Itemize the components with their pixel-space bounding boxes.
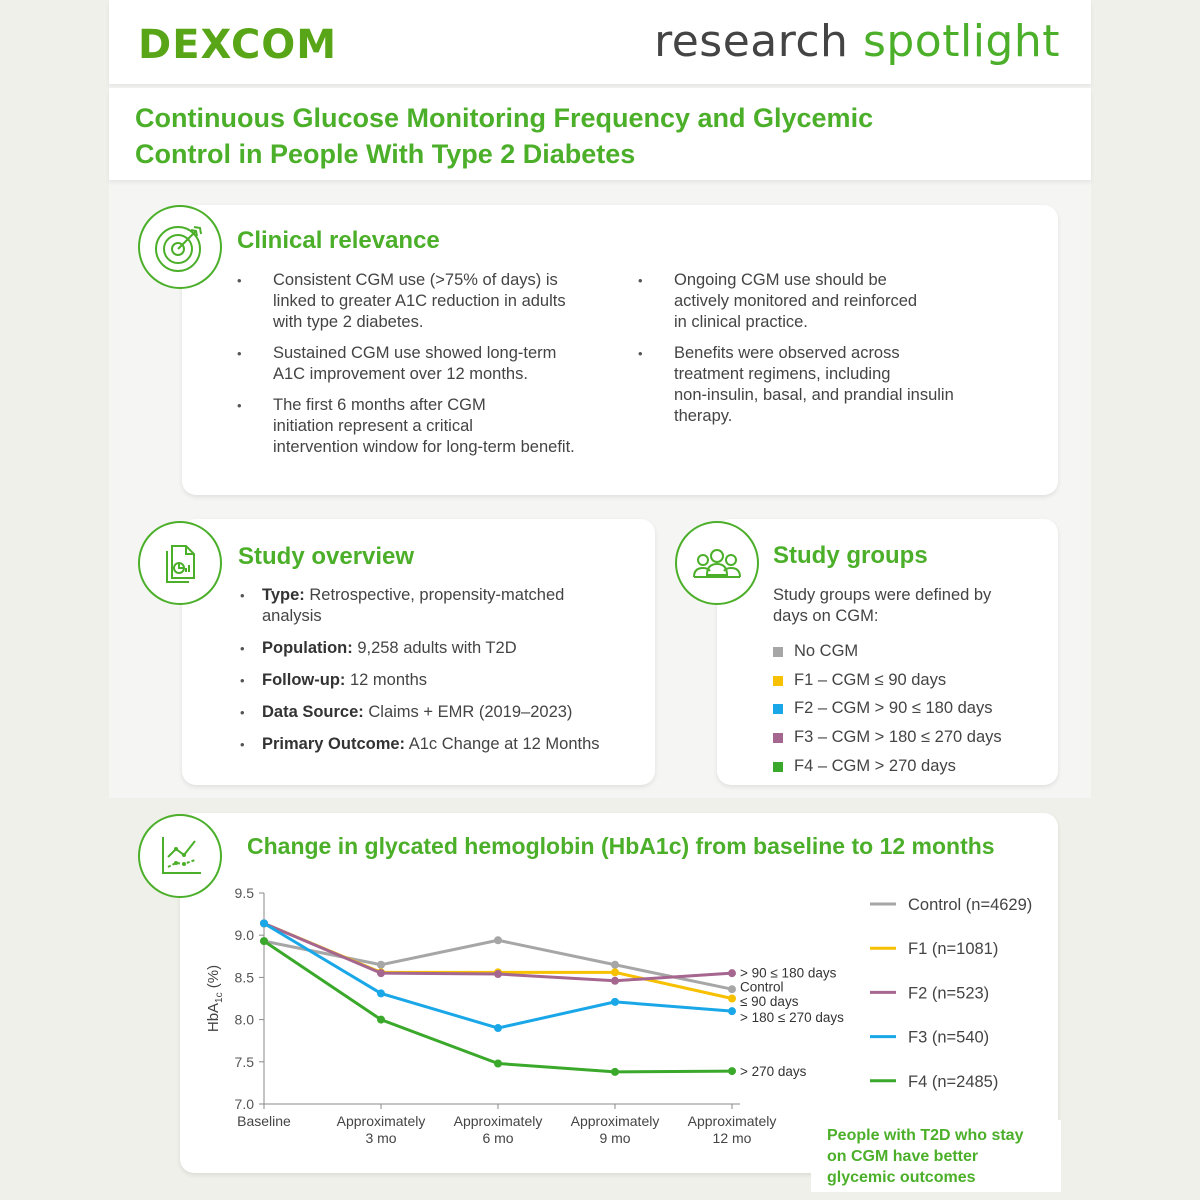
y-tick-label: 9.0 — [234, 927, 254, 944]
x-tick-label: Approximately — [453, 1113, 543, 1129]
group-label: F3 – CGM > 180 ≤ 270 days — [794, 728, 1002, 747]
x-tick-label: Baseline — [237, 1113, 291, 1129]
y-tick-label: 8.0 — [234, 1011, 254, 1028]
overview-value: Claims + EMR (2019–2023) — [363, 703, 573, 721]
group-color-swatch — [773, 676, 783, 686]
title-bar — [109, 88, 1091, 180]
x-tick-label: 3 mo — [365, 1130, 397, 1146]
group-color-swatch — [773, 762, 783, 772]
callout-box — [811, 1120, 1061, 1192]
page-title: Continuous Glucose Monitoring Frequency and Glycemic Control in People With Type 2 Diabetes — [135, 103, 874, 169]
study-groups-list — [773, 637, 1002, 781]
legend-label: Control (n=4629) — [908, 896, 1033, 914]
list-item — [238, 638, 638, 659]
study-groups-heading: Study groups — [773, 542, 928, 569]
end-annotation: > 270 days — [740, 1064, 807, 1080]
study-overview-list — [238, 585, 638, 766]
list-item — [238, 734, 638, 755]
overview-value: 9,258 adults with T2D — [352, 639, 517, 657]
x-tick-label: Approximately — [570, 1113, 660, 1129]
y-axis-label-main: HbA — [205, 1002, 222, 1033]
y-tick-label: 7.5 — [234, 1053, 254, 1070]
clinical-right-list — [638, 270, 1038, 437]
spotlight-word-research: research — [654, 16, 849, 67]
group-label: F4 – CGM > 270 days — [794, 757, 956, 776]
end-annotation: > 180 ≤ 270 days — [740, 1010, 844, 1026]
list-item — [238, 670, 638, 691]
chart-title: Change in glycated hemoglobin (HbA1c) from baseline to 12 months — [247, 833, 995, 859]
x-tick-label: Approximately — [687, 1113, 777, 1129]
y-tick-label: 9.5 — [234, 885, 254, 901]
legend-label: F4 (n=2485) — [908, 1072, 999, 1091]
target-icon — [138, 205, 222, 289]
document-chart-icon — [138, 521, 222, 605]
overview-value: Retrospective, propensity-matched analysis — [262, 586, 565, 625]
list-item — [238, 702, 638, 723]
list-item: • Benefits were observed across treatment regimens, including non-insulin, basal, and prandial insulin therapy. — [638, 343, 1038, 427]
y-axis-label-subscript: 1c — [214, 992, 225, 1003]
dexcom-logo: DEXCOM — [138, 22, 338, 68]
clinical-relevance-heading: Clinical relevance — [237, 227, 440, 254]
list-item: • Sustained CGM use showed long-term A1C improvement over 12 months. — [237, 343, 617, 385]
list-item: • The first 6 months after CGM initiation represent a critical intervention window for long-term benefit. — [237, 395, 617, 458]
end-annotation: ≤ 90 days — [740, 994, 799, 1010]
study-group-item — [773, 752, 1002, 781]
y-axis-label-unit: (%) — [205, 964, 222, 993]
group-label: F2 – CGM > 90 ≤ 180 days — [794, 699, 993, 718]
group-color-swatch — [773, 733, 783, 743]
overview-label: Population: — [262, 639, 353, 657]
spotlight-word-spotlight: spotlight — [862, 16, 1060, 67]
group-color-swatch — [773, 647, 783, 657]
x-tick-label: Approximately — [336, 1113, 426, 1129]
list-item — [238, 585, 638, 627]
x-tick-label: 12 mo — [712, 1130, 752, 1146]
x-tick-label: 6 mo — [482, 1130, 514, 1146]
y-tick-label: 7.0 — [234, 1096, 254, 1112]
study-group-item — [773, 666, 1002, 695]
group-label: No CGM — [794, 641, 859, 660]
y-tick-label: 8.5 — [234, 969, 254, 986]
overview-label: Type: — [262, 586, 305, 604]
overview-value: A1c Change at 12 Months — [405, 735, 600, 753]
line-chart-icon — [138, 814, 222, 898]
study-group-item — [773, 723, 1002, 752]
chart-card — [180, 813, 1058, 1173]
overview-value: 12 months — [345, 671, 428, 689]
study-overview-heading: Study overview — [238, 543, 415, 570]
overview-label: Primary Outcome: — [262, 735, 406, 753]
overview-label: Follow-up: — [262, 671, 346, 689]
people-group-icon — [675, 521, 759, 605]
list-item: • Ongoing CGM use should be actively monitored and reinforced in clinical practice. — [638, 270, 1038, 333]
legend-label: F2 (n=523) — [908, 984, 990, 1003]
legend-label: F3 (n=540) — [908, 1028, 990, 1047]
study-group-item — [773, 637, 1002, 666]
legend-label: F1 (n=1081) — [908, 940, 999, 959]
end-annotation: Control — [740, 979, 784, 995]
end-annotation: > 90 ≤ 180 days — [740, 965, 837, 981]
list-item: • Consistent CGM use (>75% of days) is linked to greater A1C reduction in adults with type 2 diabetes. — [237, 270, 617, 333]
research-spotlight-wordmark — [654, 16, 1060, 67]
group-label: F1 – CGM ≤ 90 days — [794, 670, 947, 689]
study-groups-intro: Study groups were defined by days on CGM: — [773, 586, 992, 625]
x-tick-label: 9 mo — [599, 1130, 631, 1146]
group-color-swatch — [773, 704, 783, 714]
overview-label: Data Source: — [262, 703, 364, 721]
clinical-left-list — [237, 270, 617, 468]
study-group-item — [773, 695, 1002, 724]
callout-text: People with T2D who stay on CGM have better glycemic outcomes — [827, 1127, 1024, 1186]
